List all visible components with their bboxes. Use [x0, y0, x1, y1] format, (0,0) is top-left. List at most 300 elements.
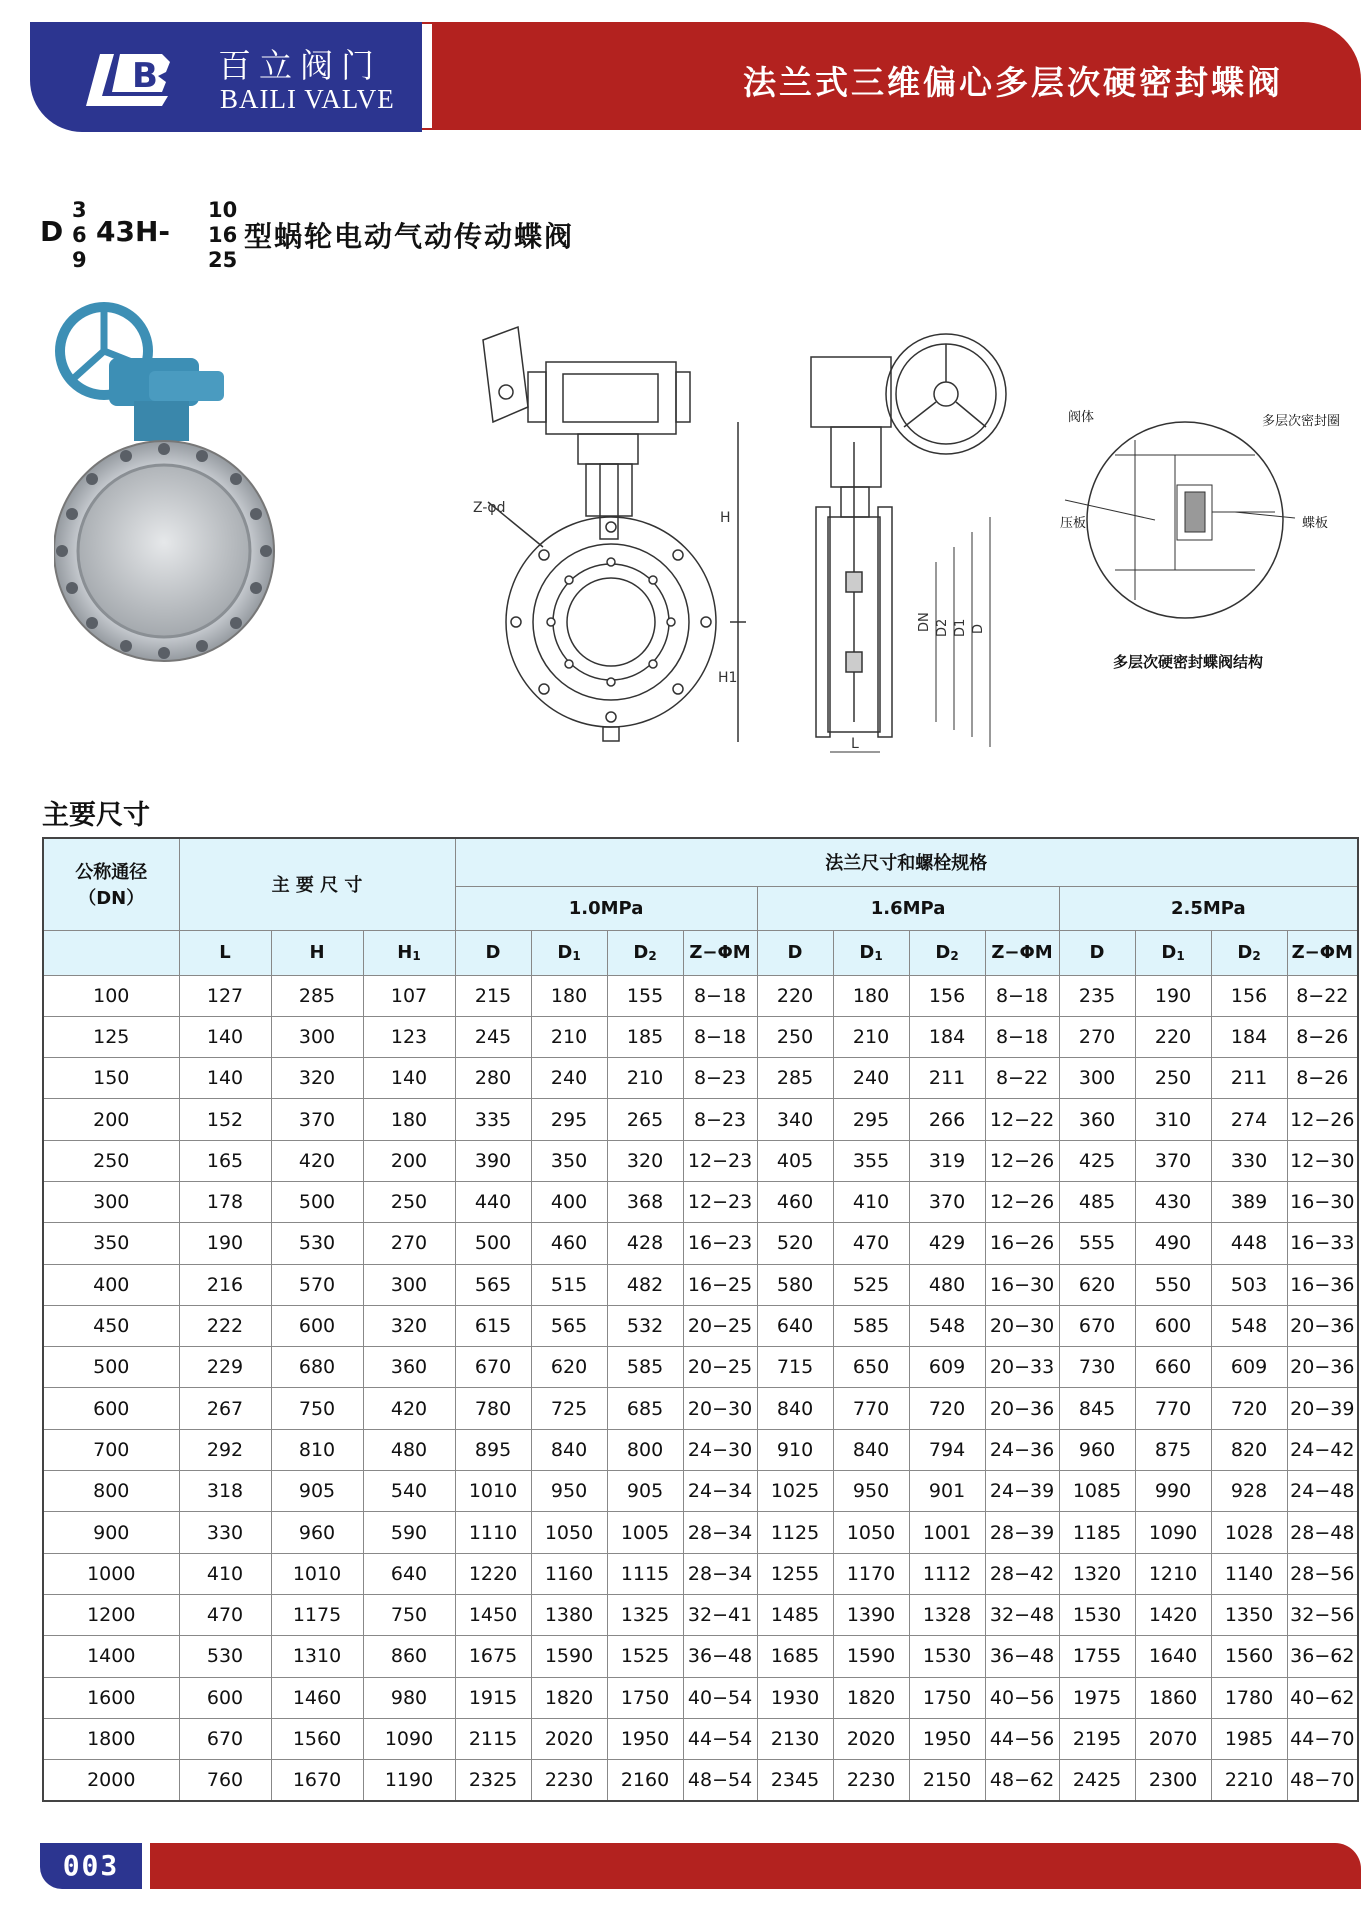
table-cell: 12−26 — [985, 1140, 1059, 1181]
table-cell: 36−48 — [683, 1636, 757, 1677]
col-header: L — [179, 930, 271, 975]
table-cell: 1530 — [909, 1636, 985, 1677]
col-header: D — [757, 930, 833, 975]
table-cell: 960 — [271, 1512, 363, 1553]
table-cell: 1005 — [607, 1512, 683, 1553]
table-cell: 565 — [455, 1264, 531, 1305]
table-cell: 555 — [1059, 1223, 1135, 1264]
table-cell: 1560 — [271, 1718, 363, 1759]
table-cell: 615 — [455, 1305, 531, 1346]
table-cell: 20−39 — [1287, 1388, 1358, 1429]
table-cell: 760 — [179, 1760, 271, 1801]
table-cell: 670 — [179, 1718, 271, 1759]
table-cell: 460 — [531, 1223, 607, 1264]
table-cell: 1755 — [1059, 1636, 1135, 1677]
table-cell: 1025 — [757, 1471, 833, 1512]
table-cell: 48−54 — [683, 1760, 757, 1801]
model-stack-item: 6 — [72, 223, 87, 247]
table-cell: 270 — [1059, 1016, 1135, 1057]
table-cell: 100 — [43, 975, 179, 1016]
model-middle: 43H- — [96, 215, 171, 248]
table-cell: 28−34 — [683, 1512, 757, 1553]
table-cell: 600 — [271, 1305, 363, 1346]
valve-photo — [54, 296, 294, 716]
table-cell: 211 — [1211, 1058, 1287, 1099]
table-cell: 20−25 — [683, 1305, 757, 1346]
table-row — [43, 1305, 1358, 1346]
table-cell: 670 — [455, 1347, 531, 1388]
table-cell: 500 — [271, 1181, 363, 1222]
table-cell: 319 — [909, 1140, 985, 1181]
table-cell: 565 — [531, 1305, 607, 1346]
table-cell: 24−34 — [683, 1471, 757, 1512]
table-cell: 1140 — [1211, 1553, 1287, 1594]
table-cell: 8−18 — [683, 975, 757, 1016]
table-cell: 185 — [607, 1016, 683, 1057]
table-cell: 1310 — [271, 1636, 363, 1677]
table-cell: 184 — [1211, 1016, 1287, 1057]
table-cell: 20−36 — [1287, 1347, 1358, 1388]
table-cell: 32−41 — [683, 1594, 757, 1635]
table-cell: 770 — [833, 1388, 909, 1429]
col-header: $D_1$ — [833, 930, 909, 975]
structure-label-seal: 多层次密封圈 — [1262, 414, 1341, 429]
model-stack-item: 9 — [72, 248, 87, 272]
table-cell: 640 — [757, 1305, 833, 1346]
table-cell: 355 — [833, 1140, 909, 1181]
table-cell: 670 — [1059, 1305, 1135, 1346]
table-cell: 1750 — [607, 1677, 683, 1718]
table-cell: 210 — [607, 1058, 683, 1099]
table-cell: 609 — [909, 1347, 985, 1388]
table-cell: 1950 — [607, 1718, 683, 1759]
label-d1: D1 — [953, 618, 968, 637]
table-row — [43, 1223, 1358, 1264]
structure-label-plate: 压板 — [1060, 516, 1087, 531]
table-cell: 609 — [1211, 1347, 1287, 1388]
table-cell: 1125 — [757, 1512, 833, 1553]
table-cell: 274 — [1211, 1099, 1287, 1140]
main-dim-header: 主 要 尺 寸 — [179, 838, 455, 930]
table-cell: 750 — [363, 1594, 455, 1635]
table-cell: 480 — [909, 1264, 985, 1305]
table-cell: 370 — [909, 1181, 985, 1222]
label-h1: H1 — [718, 670, 738, 686]
footer-bar — [150, 1843, 1361, 1889]
table-cell: 750 — [271, 1388, 363, 1429]
table-cell: 2130 — [757, 1718, 833, 1759]
table-cell: 980 — [363, 1677, 455, 1718]
table-cell: 300 — [363, 1264, 455, 1305]
table-row — [43, 1058, 1358, 1099]
table-cell: 1560 — [1211, 1636, 1287, 1677]
table-cell: 165 — [179, 1140, 271, 1181]
brand-name-cn: 百立阀门 — [218, 46, 382, 85]
table-cell: 152 — [179, 1099, 271, 1140]
table-row — [43, 1429, 1358, 1470]
table-cell: 180 — [833, 975, 909, 1016]
table-cell: 330 — [179, 1512, 271, 1553]
table-cell: 715 — [757, 1347, 833, 1388]
page-number: 003 — [40, 1843, 142, 1889]
table-cell: 500 — [455, 1223, 531, 1264]
col-header-text: D — [1161, 942, 1177, 963]
table-cell: 1975 — [1059, 1677, 1135, 1718]
table-cell: 48−70 — [1287, 1760, 1358, 1801]
table-cell: 8−26 — [1287, 1016, 1358, 1057]
table-cell: 190 — [1135, 975, 1211, 1016]
table-cell: 8−23 — [683, 1099, 757, 1140]
table-cell: 770 — [1135, 1388, 1211, 1429]
table-cell: 2210 — [1211, 1760, 1287, 1801]
table-cell: 370 — [271, 1099, 363, 1140]
table-cell: 20−25 — [683, 1347, 757, 1388]
table-cell: 2150 — [909, 1760, 985, 1801]
table-cell: 532 — [607, 1305, 683, 1346]
table-cell: 428 — [607, 1223, 683, 1264]
table-cell: 2425 — [1059, 1760, 1135, 1801]
table-cell: 180 — [531, 975, 607, 1016]
table-cell: 800 — [607, 1429, 683, 1470]
table-cell: 222 — [179, 1305, 271, 1346]
table-cell: 1800 — [43, 1718, 179, 1759]
table-cell: 2230 — [531, 1760, 607, 1801]
table-cell: 410 — [179, 1553, 271, 1594]
table-cell: 1160 — [531, 1553, 607, 1594]
table-row — [43, 1718, 1358, 1759]
table-cell: 2345 — [757, 1760, 833, 1801]
table-cell: 1590 — [833, 1636, 909, 1677]
table-cell: 250 — [43, 1140, 179, 1181]
table-cell: 500 — [43, 1347, 179, 1388]
table-cell: 12−26 — [985, 1181, 1059, 1222]
table-cell: 1085 — [1059, 1471, 1135, 1512]
table-cell: 389 — [1211, 1181, 1287, 1222]
table-cell: 875 — [1135, 1429, 1211, 1470]
col-header-text: D — [633, 942, 649, 963]
table-cell: 990 — [1135, 1471, 1211, 1512]
col-header-text: D — [935, 942, 951, 963]
table-cell: 32−48 — [985, 1594, 1059, 1635]
table-cell: 340 — [757, 1099, 833, 1140]
table-cell: 620 — [1059, 1264, 1135, 1305]
table-cell: 585 — [607, 1347, 683, 1388]
model-prefix: D — [40, 215, 64, 248]
table-cell: 1930 — [757, 1677, 833, 1718]
table-cell: 2160 — [607, 1760, 683, 1801]
table-cell: 44−70 — [1287, 1718, 1358, 1759]
table-cell: 1860 — [1135, 1677, 1211, 1718]
table-cell: 229 — [179, 1347, 271, 1388]
table-cell: 1220 — [455, 1553, 531, 1594]
table-cell: 8−22 — [1287, 975, 1358, 1016]
table-row — [43, 1264, 1358, 1305]
table-cell: 211 — [909, 1058, 985, 1099]
model-stack-item: 10 — [208, 198, 238, 222]
table-cell: 460 — [757, 1181, 833, 1222]
table-cell: 318 — [179, 1471, 271, 1512]
table-cell: 548 — [1211, 1305, 1287, 1346]
table-cell: 480 — [363, 1429, 455, 1470]
table-cell: 16−36 — [1287, 1264, 1358, 1305]
table-cell: 1200 — [43, 1594, 179, 1635]
table-cell: 12−22 — [985, 1099, 1059, 1140]
table-row — [43, 1099, 1358, 1140]
model-stack-item: 3 — [72, 198, 87, 222]
table-cell: 660 — [1135, 1347, 1211, 1388]
table-cell: 20−30 — [985, 1305, 1059, 1346]
table-cell: 470 — [833, 1223, 909, 1264]
dn-header — [43, 838, 179, 930]
table-cell: 125 — [43, 1016, 179, 1057]
table-cell: 270 — [363, 1223, 455, 1264]
table-cell: 530 — [179, 1636, 271, 1677]
table-cell: 960 — [1059, 1429, 1135, 1470]
table-cell: 40−62 — [1287, 1677, 1358, 1718]
dn-header-spacer — [43, 930, 179, 975]
flange-header: 法兰尺寸和螺栓规格 — [455, 838, 1358, 886]
table-cell: 680 — [271, 1347, 363, 1388]
table-cell: 410 — [833, 1181, 909, 1222]
table-cell: 525 — [833, 1264, 909, 1305]
table-cell: 368 — [607, 1181, 683, 1222]
table-cell: 720 — [1211, 1388, 1287, 1429]
table-cell: 1110 — [455, 1512, 531, 1553]
table-cell: 320 — [607, 1140, 683, 1181]
col-header: $D_1$ — [531, 930, 607, 975]
structure-label-disc: 蝶板 — [1302, 516, 1329, 531]
table-row — [43, 1512, 1358, 1553]
table-cell: 430 — [1135, 1181, 1211, 1222]
table-cell: 550 — [1135, 1264, 1211, 1305]
table-cell: 1525 — [607, 1636, 683, 1677]
table-cell: 292 — [179, 1429, 271, 1470]
table-cell: 40−54 — [683, 1677, 757, 1718]
table-cell: 335 — [455, 1099, 531, 1140]
table-cell: 845 — [1059, 1388, 1135, 1429]
col-header: D — [455, 930, 531, 975]
label-d2: D2 — [935, 618, 950, 637]
table-cell: 1985 — [1211, 1718, 1287, 1759]
table-cell: 840 — [757, 1388, 833, 1429]
table-cell: 840 — [833, 1429, 909, 1470]
table-cell: 8−18 — [683, 1016, 757, 1057]
table-cell: 300 — [43, 1181, 179, 1222]
table-cell: 210 — [833, 1016, 909, 1057]
table-cell: 12−23 — [683, 1181, 757, 1222]
brand-name-en: BAILI VALVE — [220, 84, 395, 114]
table-cell: 1780 — [1211, 1677, 1287, 1718]
table-cell: 1190 — [363, 1760, 455, 1801]
table-cell: 405 — [757, 1140, 833, 1181]
table-cell: 420 — [363, 1388, 455, 1429]
table-row — [43, 1471, 1358, 1512]
table-cell: 950 — [833, 1471, 909, 1512]
table-cell: 1328 — [909, 1594, 985, 1635]
table-cell: 1320 — [1059, 1553, 1135, 1594]
table-cell: 1255 — [757, 1553, 833, 1594]
table-cell: 820 — [1211, 1429, 1287, 1470]
col-header: $D_2$ — [1211, 930, 1287, 975]
table-cell: 285 — [757, 1058, 833, 1099]
table-cell: 620 — [531, 1347, 607, 1388]
table-cell: 515 — [531, 1264, 607, 1305]
table-cell: 548 — [909, 1305, 985, 1346]
table-cell: 540 — [363, 1471, 455, 1512]
table-cell: 910 — [757, 1429, 833, 1470]
table-cell: 107 — [363, 975, 455, 1016]
table-cell: 245 — [455, 1016, 531, 1057]
col-header: $D_2$ — [607, 930, 683, 975]
table-cell: 905 — [607, 1471, 683, 1512]
table-cell: 2020 — [833, 1718, 909, 1759]
table-row — [43, 1140, 1358, 1181]
table-cell: 585 — [833, 1305, 909, 1346]
structure-caption: 多层次硬密封蝶阀结构 — [1113, 653, 1264, 671]
table-cell: 200 — [363, 1140, 455, 1181]
table-cell: 1820 — [531, 1677, 607, 1718]
table-cell: 1170 — [833, 1553, 909, 1594]
table-cell: 1530 — [1059, 1594, 1135, 1635]
table-cell: 267 — [179, 1388, 271, 1429]
col-header: $D_1$ — [1135, 930, 1211, 975]
label-h: H — [720, 510, 731, 526]
pressure-header: 1.6MPa — [757, 886, 1059, 930]
table-cell: 16−25 — [683, 1264, 757, 1305]
table-cell: 860 — [363, 1636, 455, 1677]
table-row — [43, 1553, 1358, 1594]
table-cell: 2230 — [833, 1760, 909, 1801]
table-cell: 330 — [1211, 1140, 1287, 1181]
table-cell: 570 — [271, 1264, 363, 1305]
table-cell: 123 — [363, 1016, 455, 1057]
table-cell: 16−30 — [985, 1264, 1059, 1305]
table-row — [43, 1636, 1358, 1677]
table-cell: 16−26 — [985, 1223, 1059, 1264]
table-cell: 1001 — [909, 1512, 985, 1553]
table-cell: 280 — [455, 1058, 531, 1099]
table-cell: 2325 — [455, 1760, 531, 1801]
table-cell: 1050 — [833, 1512, 909, 1553]
label-d: D — [971, 623, 986, 634]
table-cell: 20−36 — [1287, 1305, 1358, 1346]
table-cell: 28−39 — [985, 1512, 1059, 1553]
table-cell: 1010 — [271, 1553, 363, 1594]
table-cell: 485 — [1059, 1181, 1135, 1222]
table-cell: 40−56 — [985, 1677, 1059, 1718]
table-cell: 210 — [531, 1016, 607, 1057]
title-banner — [422, 22, 1361, 130]
table-cell: 901 — [909, 1471, 985, 1512]
table-cell: 216 — [179, 1264, 271, 1305]
model-stack-item: 16 — [208, 223, 238, 247]
table-cell: 285 — [271, 975, 363, 1016]
table-cell: 530 — [271, 1223, 363, 1264]
table-cell: 12−23 — [683, 1140, 757, 1181]
col-header-text: D — [859, 942, 875, 963]
table-cell: 429 — [909, 1223, 985, 1264]
table-cell: 725 — [531, 1388, 607, 1429]
table-cell: 370 — [1135, 1140, 1211, 1181]
table-cell: 520 — [757, 1223, 833, 1264]
table-cell: 900 — [43, 1512, 179, 1553]
label-l: L — [851, 736, 859, 752]
table-cell: 390 — [455, 1140, 531, 1181]
table-cell: 1640 — [1135, 1636, 1211, 1677]
table-cell: 32−56 — [1287, 1594, 1358, 1635]
table-cell: 44−56 — [985, 1718, 1059, 1759]
table-cell: 794 — [909, 1429, 985, 1470]
dn-header-line1: 公称通径 — [75, 862, 148, 884]
table-cell: 840 — [531, 1429, 607, 1470]
col-header-text: H — [397, 942, 413, 963]
table-cell: 200 — [43, 1099, 179, 1140]
table-cell: 184 — [909, 1016, 985, 1057]
table-cell: 295 — [833, 1099, 909, 1140]
table-cell: 178 — [179, 1181, 271, 1222]
table-cell: 240 — [833, 1058, 909, 1099]
table-cell: 8−23 — [683, 1058, 757, 1099]
model-stack-item: 25 — [208, 248, 238, 272]
table-cell: 720 — [909, 1388, 985, 1429]
table-cell: 300 — [1059, 1058, 1135, 1099]
table-cell: 640 — [363, 1553, 455, 1594]
table-cell: 1050 — [531, 1512, 607, 1553]
table-cell: 1175 — [271, 1594, 363, 1635]
table-row — [43, 1388, 1358, 1429]
col-header: Z−ΦM — [683, 930, 757, 975]
table-cell: 140 — [179, 1058, 271, 1099]
table-cell: 1000 — [43, 1553, 179, 1594]
table-cell: 155 — [607, 975, 683, 1016]
table-cell: 1750 — [909, 1677, 985, 1718]
table-cell: 1112 — [909, 1553, 985, 1594]
title-banner-stripe — [422, 24, 432, 128]
table-cell: 220 — [1135, 1016, 1211, 1057]
table-cell: 8−22 — [985, 1058, 1059, 1099]
table-cell: 400 — [43, 1264, 179, 1305]
col-header-text: D — [557, 942, 573, 963]
table-cell: 2020 — [531, 1718, 607, 1759]
table-cell: 156 — [1211, 975, 1287, 1016]
table-cell: 1675 — [455, 1636, 531, 1677]
table-cell: 810 — [271, 1429, 363, 1470]
table-cell: 1010 — [455, 1471, 531, 1512]
table-cell: 360 — [363, 1347, 455, 1388]
table-cell: 48−62 — [985, 1760, 1059, 1801]
table-cell: 140 — [363, 1058, 455, 1099]
table-cell: 8−18 — [985, 1016, 1059, 1057]
table-cell: 2195 — [1059, 1718, 1135, 1759]
table-cell: 425 — [1059, 1140, 1135, 1181]
table-cell: 235 — [1059, 975, 1135, 1016]
table-cell: 127 — [179, 975, 271, 1016]
table-cell: 24−36 — [985, 1429, 1059, 1470]
table-cell: 1090 — [363, 1718, 455, 1759]
table-cell: 250 — [757, 1016, 833, 1057]
table-cell: 503 — [1211, 1264, 1287, 1305]
table-cell: 2000 — [43, 1760, 179, 1801]
col-header: $H_1$ — [363, 930, 455, 975]
table-cell: 12−26 — [1287, 1099, 1358, 1140]
table-cell: 28−34 — [683, 1553, 757, 1594]
table-cell: 8−18 — [985, 975, 1059, 1016]
table-cell: 400 — [531, 1181, 607, 1222]
table-cell: 590 — [363, 1512, 455, 1553]
dimension-table — [42, 837, 1359, 1802]
table-cell: 730 — [1059, 1347, 1135, 1388]
col-header: D — [1059, 930, 1135, 975]
